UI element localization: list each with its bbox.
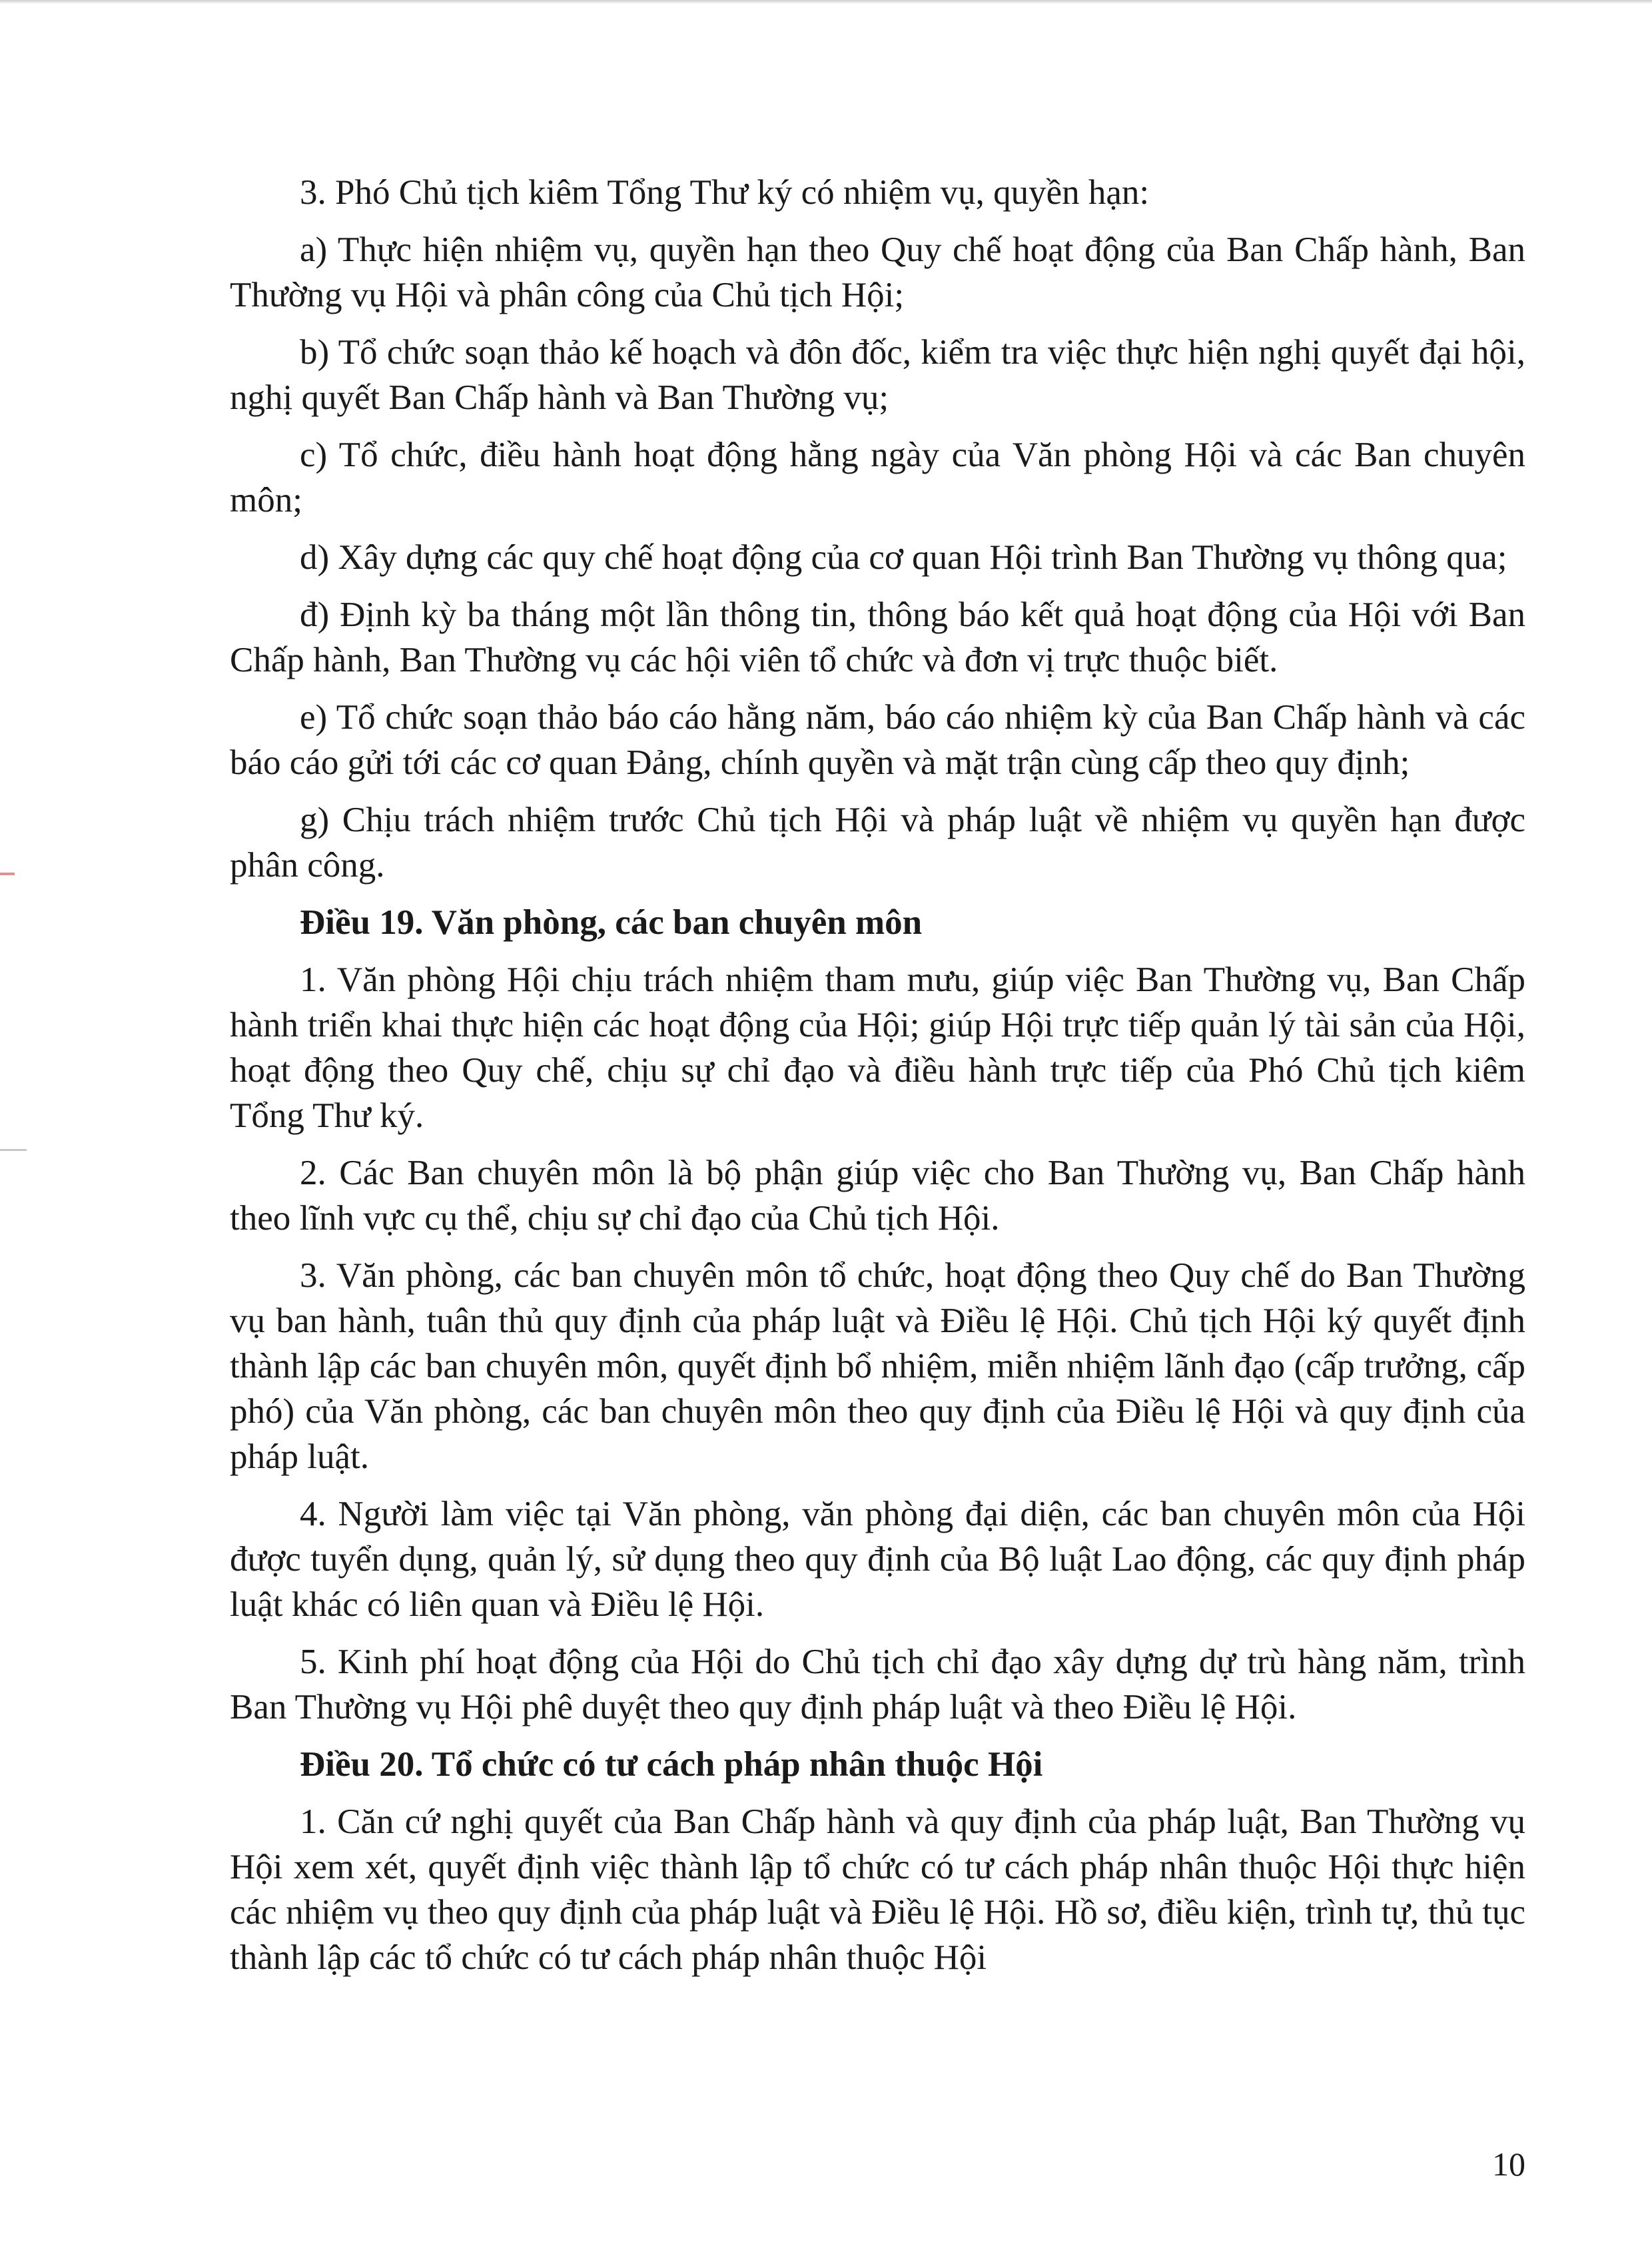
article-19-clause-2: 2. Các Ban chuyên môn là bộ phận giúp việc cho Ban Thường vụ, Ban Chấp hành theo lĩnh vực cụ thể, chịu sự chỉ đạo của Chủ tịch Hội.	[230, 1154, 1525, 1238]
clause-3e: e) Tổ chức soạn thảo báo cáo hằng năm, báo cáo nhiệm kỳ của Ban Chấp hành và các báo cáo gửi tới các cơ quan Đảng, chính quyền và mặt trận cùng cấp theo quy định;	[230, 698, 1525, 782]
clause-3g: g) Chịu trách nhiệm trước Chủ tịch Hội và pháp luật về nhiệm vụ quyền hạn được phân công.	[230, 801, 1525, 885]
article-20-heading: Điều 20. Tổ chức có tư cách pháp nhân thuộc Hội	[300, 1745, 1043, 1784]
margin-mark	[0, 1149, 27, 1151]
margin-mark	[0, 873, 15, 875]
clause-3dd: đ) Định kỳ ba tháng một lần thông tin, thông báo kết quả hoạt động của Hội với Ban Chấp hành, Ban Thường vụ các hội viên tổ chức và đơn vị trực thuộc biết.	[230, 595, 1525, 679]
clause-3c: c) Tổ chức, điều hành hoạt động hằng ngày của Văn phòng Hội và các Ban chuyên môn;	[230, 436, 1525, 520]
clause-3-intro: 3. Phó Chủ tịch kiêm Tổng Thư ký có nhiệm vụ, quyền hạn:	[300, 173, 1150, 212]
article-19-clause-4: 4. Người làm việc tại Văn phòng, văn phòng đại diện, các ban chuyên môn của Hội được tuyển dụng, quản lý, sử dụng theo quy định của Bộ luật Lao động, các quy định pháp luật khác có liên quan và Điều lệ Hội.	[230, 1495, 1525, 1624]
article-19-heading: Điều 19. Văn phòng, các ban chuyên môn	[300, 903, 923, 942]
clause-3a: a) Thực hiện nhiệm vụ, quyền hạn theo Quy chế hoạt động của Ban Chấp hành, Ban Thường vụ Hội và phân công của Chủ tịch Hội;	[230, 230, 1525, 314]
clause-3d: d) Xây dựng các quy chế hoạt động của cơ quan Hội trình Ban Thường vụ thông qua;	[300, 538, 1507, 577]
scan-edge	[0, 0, 1652, 4]
clause-3b: b) Tổ chức soạn thảo kế hoạch và đôn đốc, kiểm tra việc thực hiện nghị quyết đại hội, nghị quyết Ban Chấp hành và Ban Thường vụ;	[230, 333, 1525, 417]
page-number: 10	[1492, 2145, 1525, 2183]
article-19-clause-1: 1. Văn phòng Hội chịu trách nhiệm tham mưu, giúp việc Ban Thường vụ, Ban Chấp hành triển khai thực hiện các hoạt động của Hội; giúp Hội trực tiếp quản lý tài sản của Hội, hoạt động theo Quy chế, chịu sự chỉ đạo và điều hành trực tiếp của Phó Chủ tịch kiêm Tổng Thư ký.	[230, 960, 1525, 1135]
article-19-clause-5: 5. Kinh phí hoạt động của Hội do Chủ tịch chỉ đạo xây dựng dự trù hàng năm, trình Ban Thường vụ Hội phê duyệt theo quy định pháp luật và theo Điều lệ Hội.	[230, 1643, 1525, 1726]
article-19-clause-3: 3. Văn phòng, các ban chuyên môn tổ chức, hoạt động theo Quy chế do Ban Thường vụ ban hành, tuân thủ quy định của pháp luật và Điều lệ Hội. Chủ tịch Hội ký quyết định thành lập các ban chuyên môn, quyết định bổ nhiệm, miễn nhiệm lãnh đạo (cấp trưởng, cấp phó) của Văn phòng, các ban chuyên môn theo quy định của Điều lệ Hội và quy định của pháp luật.	[230, 1256, 1525, 1476]
document-body	[230, 170, 1525, 1992]
article-20-clause-1: 1. Căn cứ nghị quyết của Ban Chấp hành và quy định của pháp luật, Ban Thường vụ Hội xem xét, quyết định việc thành lập tổ chức có tư cách pháp nhân thuộc Hội thực hiện các nhiệm vụ theo quy định của pháp luật và Điều lệ Hội. Hồ sơ, điều kiện, trình tự, thủ tục thành lập các tổ chức có tư cách pháp nhân thuộc Hội	[230, 1802, 1525, 1977]
